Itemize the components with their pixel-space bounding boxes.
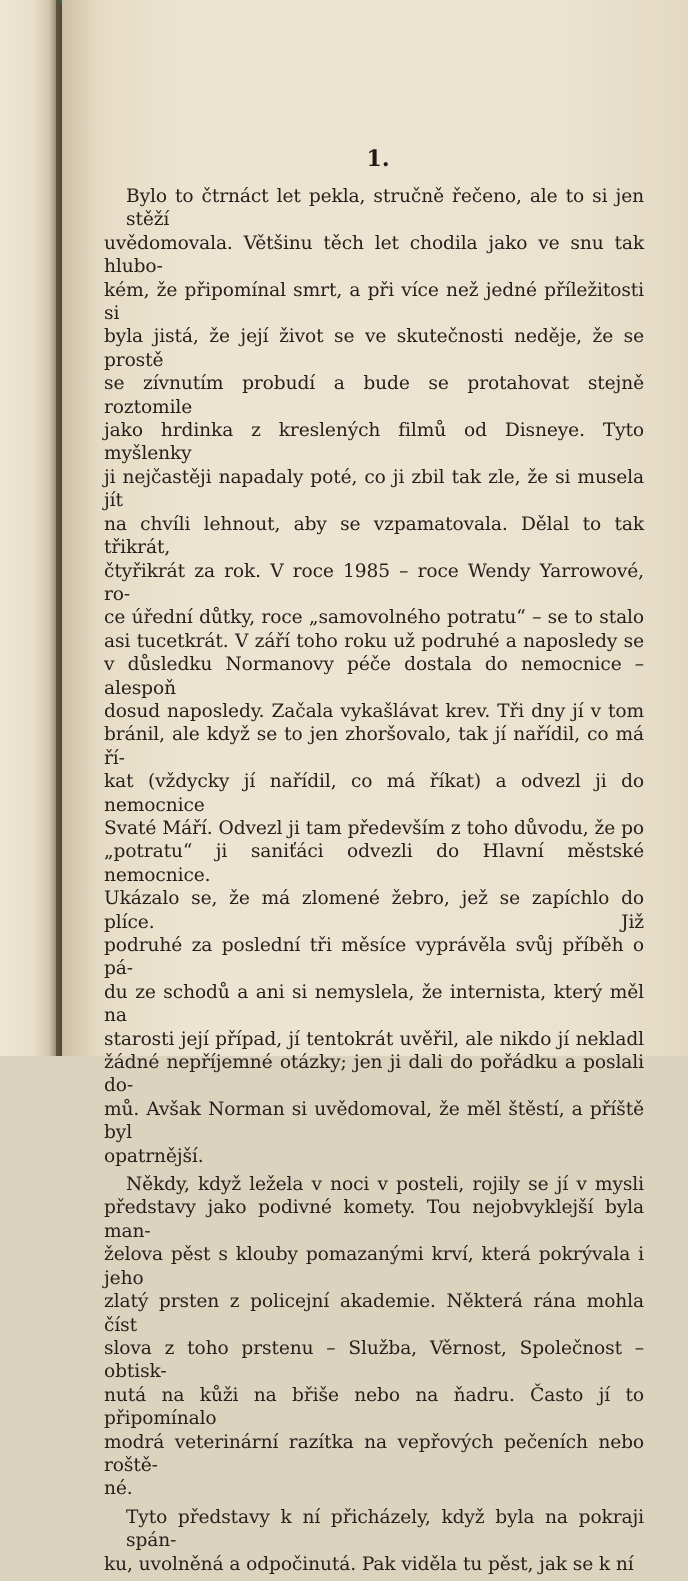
text-line: kat (vždycky jí nařídil, co má říkat) a odvezl ji do nemocnice [104,771,644,816]
text-line: du ze schodů a ani si nemyslela, že internista, který měl na [104,981,644,1027]
text-line: Svaté Máří. Odvezl ji tam především z toho důvodu, že po [104,817,644,839]
text-line: modrá veterinární razítka na vepřových pečeních nebo roště- [104,1431,644,1476]
text-line: kém, že připomínal smrt, a při více než jedné příležitosti si [104,279,644,325]
paragraph-1 [104,185,644,1168]
text-line: mů. Avšak Norman si uvědomoval, že měl štěstí, a příště byl [104,1098,644,1144]
text-line: bránil, ale když se to jen zhoršovalo, tak jí nařídil, co má ří- [104,724,644,769]
text-line: Někdy, když ležela v noci v posteli, rojily se jí v mysli [126,1174,644,1196]
text-line: opatrnější. [104,1145,204,1167]
text-line: slova z toho prstenu – Služba, Věrnost, Společnost – obtisk- [104,1337,644,1383]
text-line: starosti její případ, jí tentokrát uvěřil, ale nikdo jí nekladl [104,1028,644,1050]
text-line: dosud naposledy. Začala vykašlávat krev. Tři dny jí v tom [104,700,644,722]
chapter-heading: 1. [366,146,390,172]
text-line: zlatý prsten z policejní akademie. Některá rána mohla číst [104,1291,644,1336]
text-line: asi tucetkrát. V září toho roku už podruhé a naposledy se [104,630,644,652]
text-line: se zívnutím probudí a bude se protahovat stejně roztomile [104,373,644,418]
text-line: v důsledku Normanovy péče dostala do nemocnice – alespoň [104,654,644,699]
text-line: na chvíli lehnout, aby se vzpamatovala. Dělal to tak třikrát, [104,513,644,559]
paragraph-2 [104,1173,644,1501]
text-line: byla jistá, že její život se ve skutečnosti neděje, že se prostě [104,326,644,371]
text-line: ku, uvolněná a odpočinutá. Pak viděla tu pěst, jak se k ní [104,1553,634,1575]
text-line: ji nejčastěji napadaly poté, co ji zbil tak zle, že si musela jít [104,466,644,512]
body-text [104,185,644,1581]
text-line: ce úřední důtky, roce „samovolného potratu“ – se to stalo [104,607,644,629]
text-line: představy jako podivné komety. Tou nejobvyklejší byla man- [104,1197,644,1242]
text-line: Bylo to čtrnáct let pekla, stručně řečeno, ale to si jen stěží [126,186,644,231]
text-line: „potratu“ ji saniťáci odvezli do Hlavní městské nemocnice. [104,841,644,886]
text-line: čtyřikrát za rok. V roce 1985 – roce Wendy Yarrowové, ro- [104,560,644,605]
text-line: Ukázalo se, že má zlomené žebro, jež se zapíchlo do plíce. Již [104,888,644,933]
text-line: nutá na kůži na břiše nebo na ňadru. Často jí to připomínalo [104,1384,644,1430]
text-line: žádné nepříjemné otázky; jen ji dali do pořádku a poslali do- [104,1052,644,1097]
text-line: né. [104,1478,133,1500]
text-line: želova pěst s klouby pomazanými krví, která pokrývala i jeho [104,1244,644,1289]
previous-page-edge [0,0,62,1056]
text-line: jako hrdinka z kreslených filmů od Disneye. Tyto myšlenky [104,420,644,465]
paragraph-3 [104,1506,644,1576]
text-line: uvědomovala. Většinu těch let chodila jako ve snu tak hlubo- [104,232,644,278]
text-line: Tyto představy k ní přicházely, když byla na pokraji spán- [126,1506,644,1552]
text-line: podruhé za poslední tři měsíce vyprávěla svůj příběh o pá- [104,935,644,980]
